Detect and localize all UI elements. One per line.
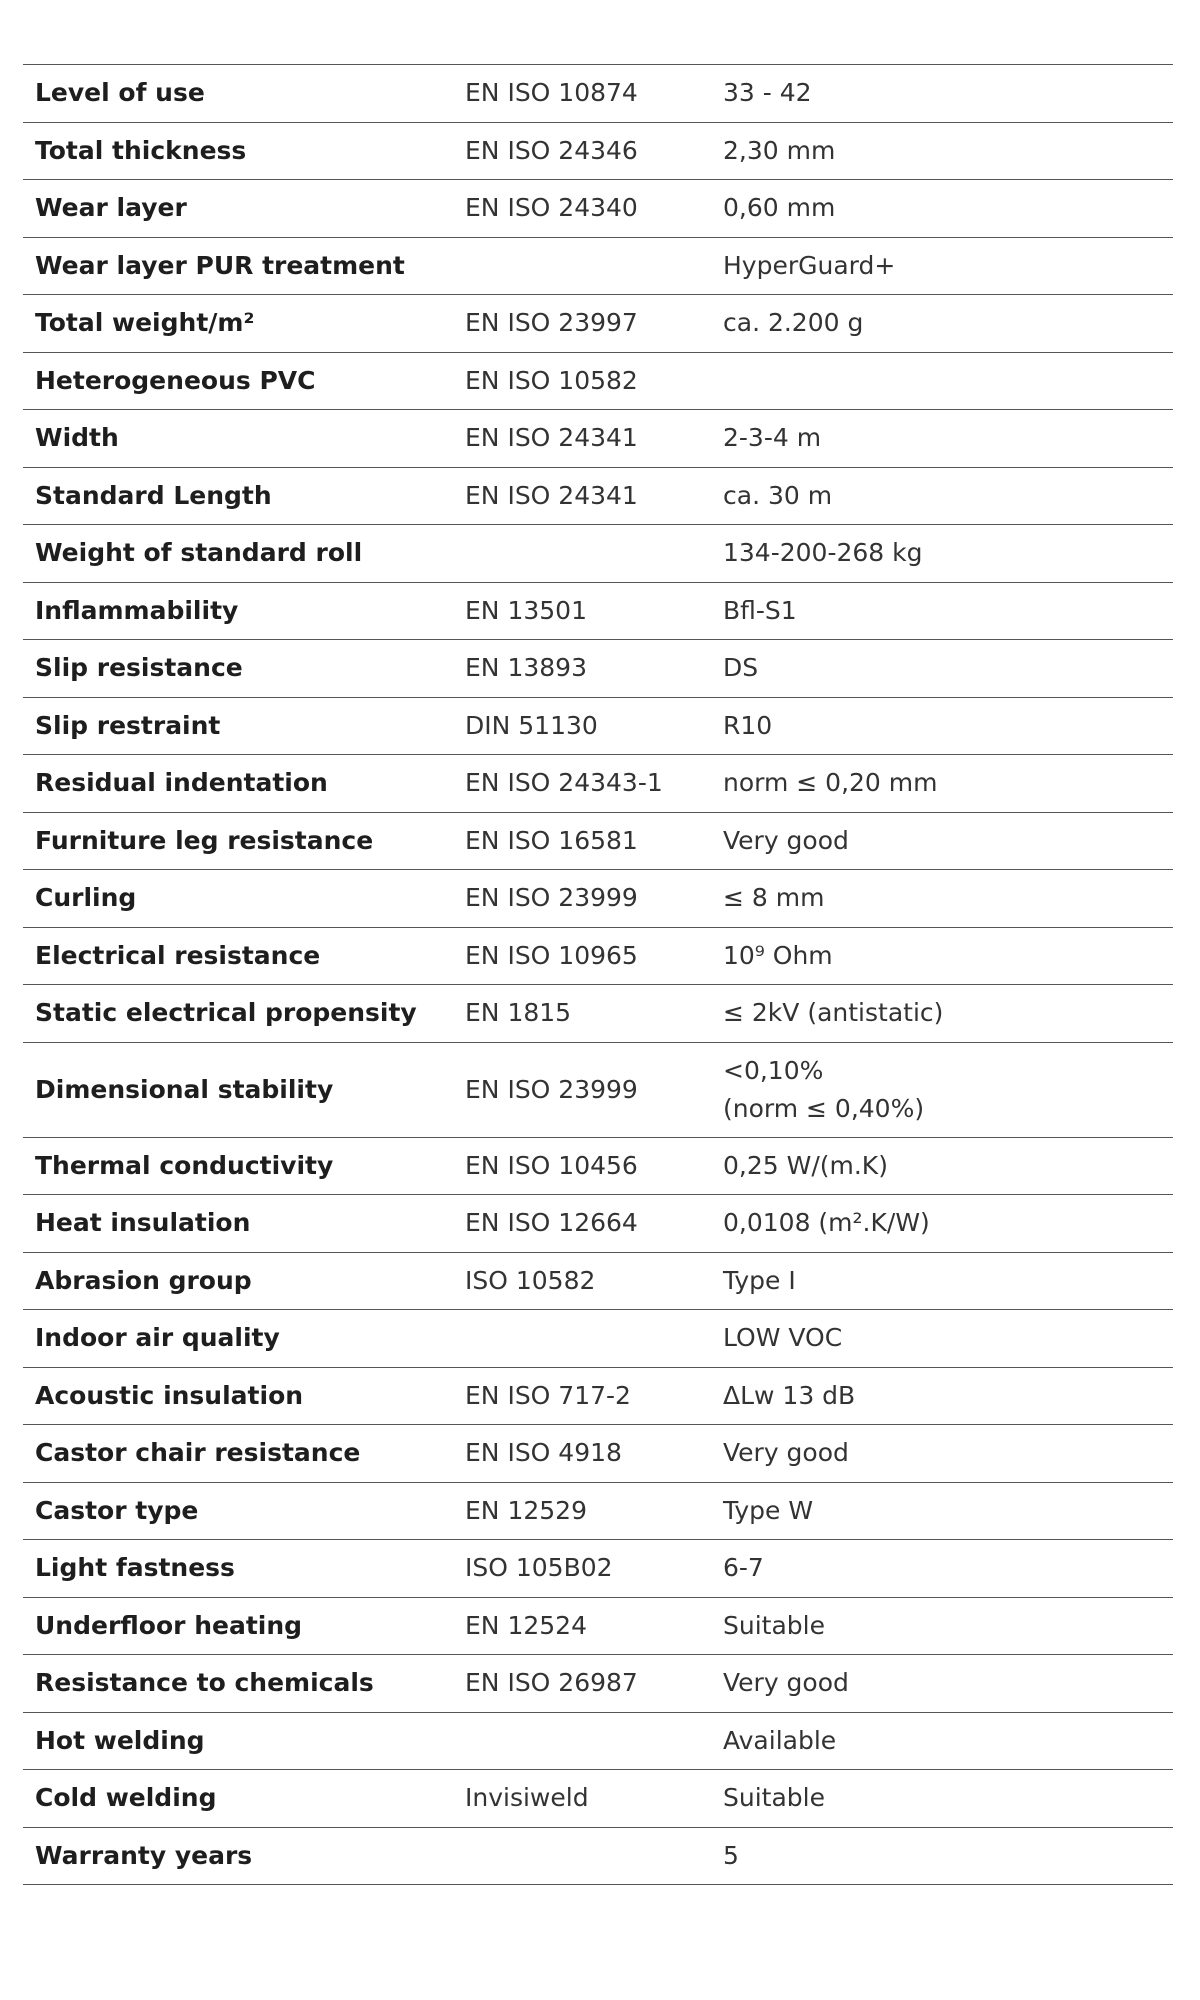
property-name: Total thickness bbox=[35, 135, 247, 165]
property-value: 10⁹ Ohm bbox=[723, 940, 833, 970]
property-name: Curling bbox=[35, 883, 137, 913]
property-name: Electrical resistance bbox=[35, 940, 321, 970]
property-name: Resistance to chemicals bbox=[35, 1668, 374, 1698]
property-standard: EN ISO 10965 bbox=[465, 940, 638, 970]
property-value: 2,30 mm bbox=[723, 135, 836, 165]
property-name: Furniture leg resistance bbox=[35, 825, 374, 855]
property-name: Static electrical propensity bbox=[35, 998, 417, 1028]
table-row bbox=[23, 813, 1173, 871]
table-row bbox=[23, 353, 1173, 411]
table-row bbox=[23, 1043, 1173, 1138]
property-name: Inflammability bbox=[35, 595, 239, 625]
property-value: R10 bbox=[723, 710, 773, 740]
property-standard: EN ISO 24343-1 bbox=[465, 768, 663, 798]
property-value: Bfl-S1 bbox=[723, 595, 797, 625]
property-value: ≤ 8 mm bbox=[723, 883, 825, 913]
property-name: Underfloor heating bbox=[35, 1610, 303, 1640]
property-value: 33 - 42 bbox=[723, 78, 812, 108]
property-standard: EN ISO 23999 bbox=[465, 1074, 638, 1104]
table-row bbox=[23, 1770, 1173, 1828]
property-standard: DIN 51130 bbox=[465, 710, 598, 740]
property-value: Very good bbox=[723, 1668, 849, 1698]
table-row bbox=[23, 295, 1173, 353]
property-name: Dimensional stability bbox=[35, 1074, 334, 1104]
property-standard: EN 12529 bbox=[465, 1495, 587, 1525]
table-row bbox=[23, 410, 1173, 468]
table-row bbox=[23, 1655, 1173, 1713]
property-name: Cold welding bbox=[35, 1783, 217, 1813]
table-row bbox=[23, 1483, 1173, 1541]
property-standard: EN ISO 24341 bbox=[465, 480, 638, 510]
table-row bbox=[23, 1368, 1173, 1426]
property-value: 6-7 bbox=[723, 1553, 764, 1583]
table-row bbox=[23, 238, 1173, 296]
property-value-line-2: (norm ≤ 0,40%) bbox=[723, 1093, 925, 1123]
table-row bbox=[23, 1195, 1173, 1253]
property-name: Acoustic insulation bbox=[35, 1380, 304, 1410]
property-standard: EN ISO 24346 bbox=[465, 135, 638, 165]
table-row bbox=[23, 65, 1173, 123]
property-value: Very good bbox=[723, 1438, 849, 1468]
property-value: ca. 30 m bbox=[723, 480, 833, 510]
property-name: Castor type bbox=[35, 1495, 199, 1525]
property-value: 2-3-4 m bbox=[723, 423, 822, 453]
property-name: Heterogeneous PVC bbox=[35, 365, 316, 395]
property-name: Warranty years bbox=[35, 1840, 253, 1870]
table-row bbox=[23, 1828, 1173, 1886]
property-value: 134-200-268 kg bbox=[723, 538, 923, 568]
property-value: LOW VOC bbox=[723, 1323, 843, 1353]
property-standard: EN ISO 10456 bbox=[465, 1150, 638, 1180]
property-name: Hot welding bbox=[35, 1725, 205, 1755]
property-value: ca. 2.200 g bbox=[723, 308, 864, 338]
table-row bbox=[23, 180, 1173, 238]
property-name: Wear layer bbox=[35, 193, 187, 223]
property-standard: Invisiweld bbox=[465, 1783, 589, 1813]
property-standard: EN ISO 10874 bbox=[465, 78, 638, 108]
property-name: Light fastness bbox=[35, 1553, 235, 1583]
table-row bbox=[23, 1138, 1173, 1196]
property-name: Width bbox=[35, 423, 119, 453]
table-row bbox=[23, 698, 1173, 756]
property-standard: EN ISO 24341 bbox=[465, 423, 638, 453]
property-standard: ISO 10582 bbox=[465, 1265, 596, 1295]
property-value: Suitable bbox=[723, 1783, 825, 1813]
property-name: Residual indentation bbox=[35, 768, 328, 798]
table-row bbox=[23, 755, 1173, 813]
table-row bbox=[23, 985, 1173, 1043]
property-standard: EN ISO 23999 bbox=[465, 883, 638, 913]
property-name: Weight of standard roll bbox=[35, 538, 363, 568]
property-value: Suitable bbox=[723, 1610, 825, 1640]
property-value: Available bbox=[723, 1725, 837, 1755]
property-standard: EN 12524 bbox=[465, 1610, 587, 1640]
table-row bbox=[23, 870, 1173, 928]
property-name: Thermal conductivity bbox=[35, 1150, 334, 1180]
table-row bbox=[23, 1598, 1173, 1656]
property-value-line-1: <0,10% bbox=[723, 1055, 824, 1085]
property-standard: EN ISO 717-2 bbox=[465, 1380, 631, 1410]
property-value: 5 bbox=[723, 1840, 739, 1870]
table-row bbox=[23, 1253, 1173, 1311]
table-row bbox=[23, 1310, 1173, 1368]
property-name: Standard Length bbox=[35, 480, 272, 510]
property-value: Very good bbox=[723, 825, 849, 855]
property-value: norm ≤ 0,20 mm bbox=[723, 768, 938, 798]
property-standard: EN ISO 4918 bbox=[465, 1438, 622, 1468]
property-standard: EN ISO 24340 bbox=[465, 193, 638, 223]
table-row bbox=[23, 1540, 1173, 1598]
property-standard: EN ISO 26987 bbox=[465, 1668, 638, 1698]
property-name: Wear layer PUR treatment bbox=[35, 250, 405, 280]
table-row bbox=[23, 1713, 1173, 1771]
property-standard: EN ISO 10582 bbox=[465, 365, 638, 395]
property-name: Indoor air quality bbox=[35, 1323, 280, 1353]
table-row bbox=[23, 123, 1173, 181]
property-standard: EN 13893 bbox=[465, 653, 587, 683]
property-value: 0,0108 (m².K/W) bbox=[723, 1208, 930, 1238]
table-row bbox=[23, 928, 1173, 986]
table-row bbox=[23, 1425, 1173, 1483]
table-row bbox=[23, 640, 1173, 698]
property-name: Abrasion group bbox=[35, 1265, 252, 1295]
property-standard: EN ISO 12664 bbox=[465, 1208, 638, 1238]
property-standard: EN ISO 16581 bbox=[465, 825, 638, 855]
property-value: 0,25 W/(m.K) bbox=[723, 1150, 888, 1180]
property-value: ≤ 2kV (antistatic) bbox=[723, 998, 944, 1028]
property-name: Slip resistance bbox=[35, 653, 243, 683]
table-row bbox=[23, 525, 1173, 583]
property-standard: ISO 105B02 bbox=[465, 1553, 613, 1583]
property-value: 0,60 mm bbox=[723, 193, 836, 223]
property-standard: EN 13501 bbox=[465, 595, 587, 625]
property-name: Heat insulation bbox=[35, 1208, 251, 1238]
property-name: Total weight/m² bbox=[35, 308, 255, 338]
property-standard: EN ISO 23997 bbox=[465, 308, 638, 338]
property-name: Castor chair resistance bbox=[35, 1438, 361, 1468]
spec-table bbox=[23, 64, 1173, 1885]
property-value: Type I bbox=[723, 1265, 796, 1295]
property-name: Slip restraint bbox=[35, 710, 221, 740]
property-value bbox=[723, 1052, 1173, 1128]
table-row bbox=[23, 468, 1173, 526]
property-value: ΔLw 13 dB bbox=[723, 1380, 856, 1410]
property-name: Level of use bbox=[35, 78, 205, 108]
property-value: Type W bbox=[723, 1495, 814, 1525]
property-standard: EN 1815 bbox=[465, 998, 572, 1028]
property-value: DS bbox=[723, 653, 759, 683]
table-row bbox=[23, 583, 1173, 641]
property-value: HyperGuard+ bbox=[723, 250, 896, 280]
